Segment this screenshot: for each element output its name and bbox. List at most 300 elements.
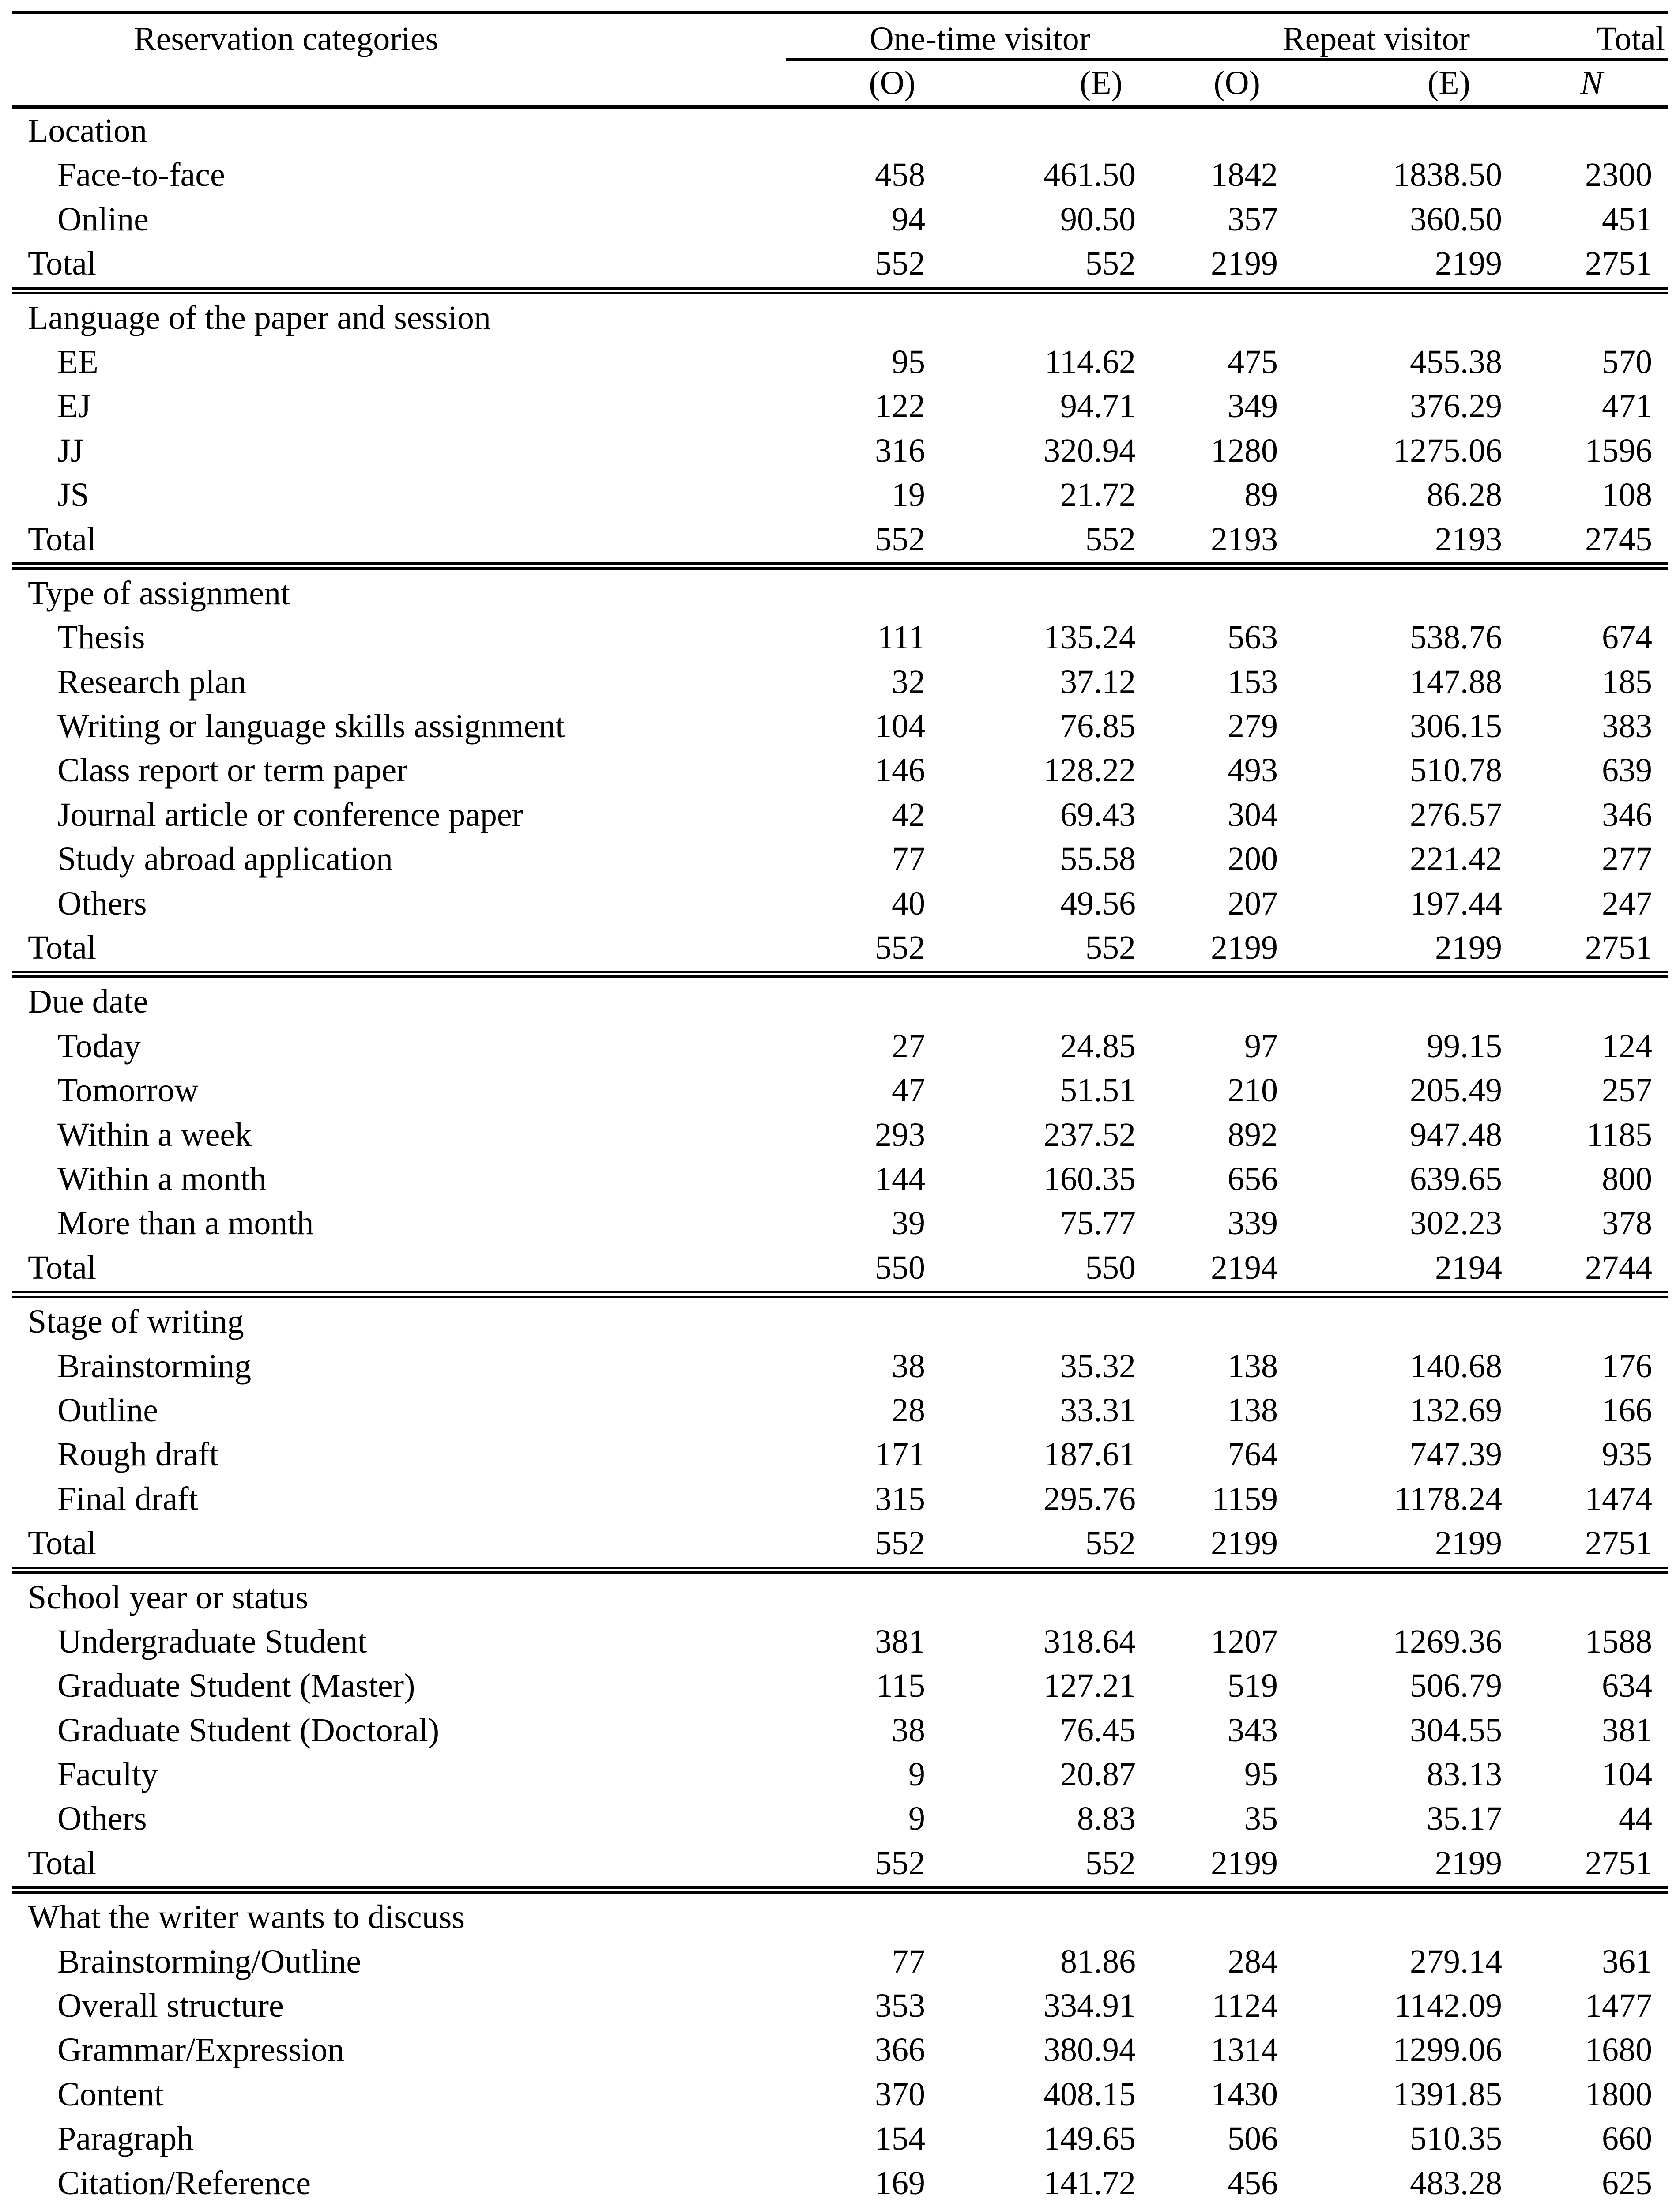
rule-line [12, 1567, 1668, 1569]
cell-one-time-observed: 458 [875, 156, 925, 194]
cell-one-time-expected: 76.85 [1060, 708, 1136, 745]
total-total-n: 2745 [1585, 520, 1652, 558]
cell-total-n: 451 [1602, 200, 1652, 238]
cell-total-n: 471 [1602, 388, 1652, 425]
table-row [12, 704, 1668, 748]
table-row [12, 1477, 1668, 1521]
section-double-rule [12, 970, 1668, 979]
row-label: Others [57, 1800, 147, 1838]
section-title: What the writer wants to discuss [28, 1898, 465, 1936]
section-total-row [12, 241, 1668, 286]
header-one-time-visitor: One-time visitor [869, 20, 1091, 57]
row-label: EJ [57, 388, 91, 425]
total-one-time-expected: 552 [1085, 245, 1136, 282]
table-section [12, 109, 1668, 286]
table-row [12, 1664, 1668, 1708]
cell-total-n: 185 [1602, 663, 1652, 701]
cell-one-time-observed: 47 [892, 1072, 925, 1109]
cell-one-time-observed: 293 [875, 1116, 925, 1153]
row-label: Grammar/Expression [57, 2031, 345, 2069]
rule-line [12, 1571, 1668, 1574]
cell-total-n: 660 [1602, 2120, 1652, 2158]
table-row [12, 197, 1668, 241]
cell-one-time-observed: 9 [908, 1800, 925, 1838]
section-double-rule [12, 1566, 1668, 1575]
cell-one-time-expected: 334.91 [1043, 1987, 1136, 2025]
cell-repeat-observed: 892 [1228, 1116, 1278, 1153]
total-one-time-observed: 550 [875, 1249, 925, 1286]
cell-total-n: 1800 [1585, 2075, 1652, 2113]
cell-total-n: 1474 [1585, 1480, 1652, 1518]
cell-total-n: 1680 [1585, 2031, 1652, 2069]
cell-repeat-observed: 1124 [1212, 1987, 1278, 2025]
row-label: JS [57, 476, 89, 514]
section-double-rule [12, 1290, 1668, 1299]
row-label: Brainstorming [57, 1347, 252, 1385]
table-row [12, 384, 1668, 428]
cell-repeat-observed: 89 [1244, 476, 1278, 514]
table-row [12, 1432, 1668, 1476]
cell-one-time-expected: 114.62 [1044, 343, 1136, 380]
cell-repeat-expected: 483.28 [1410, 2164, 1502, 2202]
cell-repeat-expected: 1142.09 [1394, 1987, 1502, 2025]
table-row [12, 1796, 1668, 1841]
cell-one-time-observed: 39 [892, 1205, 925, 1242]
total-repeat-observed: 2194 [1211, 1249, 1278, 1286]
row-label: Final draft [57, 1480, 198, 1518]
row-label: Writing or language skills assignment [57, 708, 565, 745]
cell-total-n: 378 [1602, 1205, 1652, 1242]
total-one-time-observed: 552 [875, 520, 925, 558]
total-repeat-observed: 2193 [1211, 520, 1278, 558]
contingency-table [12, 11, 1668, 2207]
section-title-row [12, 571, 1668, 615]
cell-one-time-expected: 37.12 [1060, 663, 1136, 701]
cell-one-time-expected: 24.85 [1060, 1027, 1136, 1065]
row-label: Research plan [57, 663, 247, 701]
cell-repeat-observed: 95 [1244, 1756, 1278, 1793]
table-body [12, 109, 1668, 2207]
total-label: Total [28, 1525, 97, 1562]
cell-total-n: 1185 [1586, 1116, 1652, 1153]
total-total-n: 2751 [1585, 929, 1652, 967]
cell-repeat-expected: 510.35 [1410, 2120, 1502, 2158]
section-double-rule [12, 286, 1668, 296]
cell-repeat-observed: 506 [1228, 2120, 1278, 2158]
cell-one-time-expected: 127.21 [1043, 1667, 1136, 1705]
cell-total-n: 257 [1602, 1072, 1652, 1109]
table-row [12, 660, 1668, 704]
total-one-time-observed: 552 [875, 1844, 925, 1882]
rule-line [12, 287, 1668, 290]
row-label: Graduate Student (Master) [57, 1667, 415, 1705]
row-label: Today [57, 1027, 141, 1065]
cell-total-n: 44 [1619, 1800, 1652, 1838]
cell-total-n: 935 [1602, 1436, 1652, 1473]
cell-repeat-expected: 1275.06 [1393, 432, 1502, 469]
subheader-one-time-expected: (E) [1079, 64, 1123, 102]
table-row [12, 1113, 1668, 1157]
section-total-row [12, 926, 1668, 970]
rule-line [12, 971, 1668, 973]
cell-one-time-expected: 149.65 [1043, 2120, 1136, 2158]
cell-one-time-observed: 171 [875, 1436, 925, 1473]
cell-one-time-observed: 95 [892, 343, 925, 380]
cell-one-time-observed: 40 [892, 885, 925, 922]
rule-line [12, 1296, 1668, 1298]
table-row [12, 2072, 1668, 2117]
subheader-one-time-observed: (O) [869, 64, 915, 102]
total-one-time-observed: 552 [875, 929, 925, 967]
cell-repeat-expected: 304.55 [1410, 1711, 1502, 1749]
cell-one-time-expected: 76.45 [1060, 1711, 1136, 1749]
row-label: Citation/Reference [57, 2164, 311, 2202]
cell-total-n: 383 [1602, 708, 1652, 745]
cell-one-time-expected: 461.50 [1043, 156, 1136, 194]
cell-one-time-observed: 77 [892, 1943, 925, 1980]
cell-repeat-expected: 455.38 [1410, 343, 1502, 380]
cell-total-n: 361 [1602, 1943, 1652, 1980]
table-row [12, 1984, 1668, 2028]
cell-repeat-expected: 1838.50 [1393, 156, 1502, 194]
table-row [12, 2028, 1668, 2072]
cell-repeat-observed: 35 [1244, 1800, 1278, 1838]
cell-repeat-observed: 493 [1228, 752, 1278, 789]
total-repeat-observed: 2199 [1211, 1525, 1278, 1562]
cell-repeat-expected: 205.49 [1410, 1072, 1502, 1109]
cell-one-time-expected: 21.72 [1060, 476, 1136, 514]
cell-one-time-expected: 160.35 [1043, 1160, 1136, 1198]
table-row [12, 1344, 1668, 1388]
section-total-row [12, 1246, 1668, 1290]
rule-line [12, 567, 1668, 570]
cell-total-n: 1596 [1585, 432, 1652, 469]
cell-total-n: 1588 [1585, 1623, 1652, 1660]
cell-repeat-observed: 210 [1228, 1072, 1278, 1109]
section-total-row [12, 1521, 1668, 1565]
cell-repeat-expected: 86.28 [1427, 476, 1502, 514]
table-row [12, 837, 1668, 881]
row-label [57, 2205, 147, 2207]
table-section [12, 1895, 1668, 2207]
total-repeat-expected: 2199 [1435, 929, 1502, 967]
table-row [12, 2161, 1668, 2205]
cell-repeat-observed [1101, 2205, 1278, 2207]
subheader-total-n: N [1580, 64, 1603, 102]
cell-repeat-observed: 519 [1228, 1667, 1278, 1705]
cell-repeat-expected: 140.68 [1410, 1347, 1502, 1385]
cell-repeat-expected: 506.79 [1410, 1667, 1502, 1705]
cell-one-time-expected: 49.56 [1060, 885, 1136, 922]
row-label: More than a month [57, 1205, 314, 1242]
table-section [12, 1299, 1668, 1565]
total-repeat-expected: 2193 [1435, 520, 1502, 558]
section-title: Type of assignment [28, 574, 290, 612]
cell-total-n: 634 [1602, 1667, 1652, 1705]
table-subheader-row [12, 61, 1668, 105]
row-label: Undergraduate Student [57, 1623, 367, 1660]
row-label: Others [57, 885, 147, 922]
row-label: Within a week [57, 1116, 252, 1153]
section-title-row [12, 109, 1668, 153]
header-bottom-rule [12, 105, 1668, 109]
cell-total-n: 674 [1602, 619, 1652, 656]
cell-repeat-expected: 276.57 [1410, 796, 1502, 833]
row-label: Online [57, 200, 149, 238]
cell-one-time-expected: 90.50 [1060, 200, 1136, 238]
cell-repeat-expected: 132.69 [1410, 1391, 1502, 1429]
table-row [12, 1752, 1668, 1796]
cell-one-time-expected: 141.72 [1043, 2164, 1136, 2202]
cell-total-n: 1477 [1585, 1987, 1652, 2025]
table-row [12, 473, 1668, 517]
cell-repeat-expected: 1269.36 [1393, 1623, 1502, 1660]
section-title-row [12, 1895, 1668, 1939]
total-label: Total [28, 929, 97, 967]
section-title: Stage of writing [28, 1303, 244, 1341]
cell-repeat-observed: 1430 [1211, 2075, 1278, 2113]
cell-one-time-expected: 75.77 [1060, 1205, 1136, 1242]
cell-total-n: 800 [1602, 1160, 1652, 1198]
cell-one-time-observed: 104 [875, 708, 925, 745]
cell-repeat-observed: 279 [1228, 708, 1278, 745]
cell-one-time-observed: 169 [875, 2164, 925, 2202]
cell-one-time-expected: 380.94 [1043, 2031, 1136, 2069]
cell-repeat-observed: 284 [1228, 1943, 1278, 1980]
row-label: Paragraph [57, 2120, 194, 2158]
table-row [12, 340, 1668, 384]
cell-repeat-expected: 221.42 [1410, 840, 1502, 878]
rule-line [12, 1291, 1668, 1293]
table-row [12, 615, 1668, 659]
section-total-row [12, 1841, 1668, 1885]
cell-repeat-expected: 1391.85 [1393, 2075, 1502, 2113]
row-label: Overall structure [57, 1987, 284, 2025]
cell-repeat-observed: 200 [1228, 840, 1278, 878]
cell-repeat-observed: 1159 [1212, 1480, 1278, 1518]
subheader-repeat-observed: (O) [1213, 64, 1260, 102]
cell-one-time-observed [749, 2205, 925, 2207]
cell-total-n: 124 [1602, 1027, 1652, 1065]
cell-repeat-observed: 456 [1228, 2164, 1278, 2202]
cell-one-time-expected: 33.31 [1060, 1391, 1136, 1429]
row-label: Rough draft [57, 1436, 219, 1473]
total-one-time-observed: 552 [875, 245, 925, 282]
cell-one-time-observed: 111 [877, 619, 925, 656]
cell-one-time-observed: 316 [875, 432, 925, 469]
total-repeat-expected: 2199 [1435, 245, 1502, 282]
cell-one-time-expected: 135.24 [1043, 619, 1136, 656]
table-row [12, 1940, 1668, 1984]
cell-repeat-observed: 563 [1228, 619, 1278, 656]
table-row [12, 1157, 1668, 1201]
table-section [12, 1575, 1668, 1886]
section-title: Due date [28, 983, 148, 1021]
rule-line [12, 1891, 1668, 1894]
cell-repeat-observed: 339 [1228, 1205, 1278, 1242]
total-label: Total [28, 245, 97, 282]
cell-one-time-observed: 94 [892, 200, 925, 238]
total-one-time-expected: 552 [1085, 1844, 1136, 1882]
table-row [12, 1619, 1668, 1664]
cell-one-time-expected: 320.94 [1043, 432, 1136, 469]
cell-repeat-expected: 35.17 [1427, 1800, 1502, 1838]
row-label: Face-to-face [57, 156, 225, 194]
cell-one-time-expected: 55.58 [1060, 840, 1136, 878]
cell-repeat-expected: 947.48 [1410, 1116, 1502, 1153]
cell-one-time-expected: 81.86 [1060, 1943, 1136, 1980]
table-row [12, 1388, 1668, 1432]
cell-repeat-observed: 764 [1228, 1436, 1278, 1473]
header-reservation-categories: Reservation categories [133, 20, 439, 57]
cell-one-time-observed: 19 [892, 476, 925, 514]
total-one-time-observed: 552 [875, 1525, 925, 1562]
cell-repeat-expected: 83.13 [1427, 1756, 1502, 1793]
table-row [12, 1068, 1668, 1112]
cell-total-n: 104 [1602, 1756, 1652, 1793]
cell-repeat-expected: 147.88 [1410, 663, 1502, 701]
cell-repeat-expected: 99.15 [1427, 1027, 1502, 1065]
subheader-repeat-expected: (E) [1427, 64, 1470, 102]
row-label: Within a month [57, 1160, 267, 1198]
cell-repeat-expected: 510.78 [1410, 752, 1502, 789]
rule-line [12, 292, 1668, 294]
cell-one-time-expected: 237.52 [1043, 1116, 1136, 1153]
cell-one-time-observed: 370 [875, 2075, 925, 2113]
cell-repeat-observed: 656 [1228, 1160, 1278, 1198]
total-repeat-expected: 2199 [1435, 1525, 1502, 1562]
row-label: Faculty [57, 1756, 158, 1793]
cell-repeat-expected: 197.44 [1410, 885, 1502, 922]
cell-one-time-expected: 408.15 [1043, 2075, 1136, 2113]
cell-repeat-observed: 138 [1228, 1347, 1278, 1385]
table-header-row [12, 14, 1668, 61]
row-label: Study abroad application [57, 840, 393, 878]
cell-repeat-observed: 475 [1228, 343, 1278, 380]
table-row [12, 881, 1668, 926]
cell-total-n: 570 [1602, 343, 1652, 380]
cell-one-time-observed: 28 [892, 1391, 925, 1429]
cell-repeat-expected: 1299.06 [1393, 2031, 1502, 2069]
rule-line [12, 1886, 1668, 1889]
cell-repeat-observed: 1314 [1211, 2031, 1278, 2069]
header-total: Total [1596, 20, 1665, 57]
cell-one-time-observed: 38 [892, 1711, 925, 1749]
total-label: Total [28, 520, 97, 558]
section-double-rule [12, 561, 1668, 571]
cell-repeat-observed: 343 [1228, 1711, 1278, 1749]
cell-repeat-expected: 747.39 [1410, 1436, 1502, 1473]
cell-one-time-observed: 9 [908, 1756, 925, 1793]
cell-one-time-expected: 8.83 [1077, 1800, 1136, 1838]
cell-one-time-observed: 154 [875, 2120, 925, 2158]
cell-one-time-expected: 295.76 [1043, 1480, 1136, 1518]
cell-total-n: 639 [1602, 752, 1652, 789]
cell-repeat-observed: 153 [1228, 663, 1278, 701]
cell-one-time-observed: 146 [875, 752, 925, 789]
section-title: Language of the paper and session [28, 299, 491, 336]
cell-repeat-observed: 357 [1228, 200, 1278, 238]
total-repeat-observed: 2199 [1211, 245, 1278, 282]
cell-repeat-expected: 1178.24 [1394, 1480, 1502, 1518]
total-total-n: 2751 [1585, 1525, 1652, 1562]
table-section [12, 571, 1668, 970]
row-label: Graduate Student (Doctoral) [57, 1711, 440, 1749]
total-label: Total [28, 1844, 97, 1882]
total-repeat-expected: 2194 [1435, 1249, 1502, 1286]
total-repeat-observed: 2199 [1211, 1844, 1278, 1882]
total-total-n: 2744 [1585, 1249, 1652, 1286]
section-title-row [12, 1299, 1668, 1344]
cell-one-time-expected: 128.22 [1043, 752, 1136, 789]
table-section [12, 296, 1668, 561]
cell-one-time-observed: 122 [875, 388, 925, 425]
total-one-time-expected: 552 [1085, 520, 1136, 558]
cell-one-time-expected: 20.87 [1060, 1756, 1136, 1793]
cell-repeat-expected: 639.65 [1410, 1160, 1502, 1198]
section-title-row [12, 979, 1668, 1024]
cell-one-time-expected: 69.43 [1060, 796, 1136, 833]
cell-one-time-observed: 77 [892, 840, 925, 878]
cell-one-time-expected: 318.64 [1043, 1623, 1136, 1660]
cell-repeat-observed: 349 [1228, 388, 1278, 425]
cell-repeat-expected: 306.15 [1410, 708, 1502, 745]
cell-one-time-observed: 353 [875, 1987, 925, 2025]
row-label: Tomorrow [57, 1072, 199, 1109]
table-row [12, 2205, 1668, 2207]
row-label: Journal article or conference paper [57, 796, 523, 833]
cell-repeat-expected: 360.50 [1410, 200, 1502, 238]
cell-total-n: 625 [1602, 2164, 1652, 2202]
cell-repeat-observed: 304 [1228, 796, 1278, 833]
table-top-rule [12, 11, 1668, 14]
cell-repeat-expected: 279.14 [1410, 1943, 1502, 1980]
row-label: Class report or term paper [57, 752, 408, 789]
cell-one-time-observed: 27 [892, 1027, 925, 1065]
cell-repeat-expected: 538.76 [1410, 619, 1502, 656]
cell-one-time-expected: 51.51 [1060, 1072, 1136, 1109]
cell-one-time-observed: 38 [892, 1347, 925, 1385]
total-label: Total [28, 1249, 97, 1286]
section-title: Location [28, 112, 147, 149]
cell-repeat-expected: 302.23 [1410, 1205, 1502, 1242]
cell-total-n: 166 [1602, 1391, 1652, 1429]
row-label: Brainstorming/Outline [57, 1943, 362, 1980]
section-title-row [12, 296, 1668, 340]
table-row [12, 153, 1668, 197]
cell-total-n: 277 [1602, 840, 1652, 878]
table-section [12, 979, 1668, 1290]
row-label: Outline [57, 1391, 158, 1429]
cell-total-n: 176 [1602, 1347, 1652, 1385]
table-row [12, 1024, 1668, 1068]
total-total-n: 2751 [1585, 245, 1652, 282]
cell-one-time-observed: 42 [892, 796, 925, 833]
cell-repeat-observed: 138 [1228, 1391, 1278, 1429]
total-one-time-expected: 552 [1085, 929, 1136, 967]
total-one-time-expected: 552 [1085, 1525, 1136, 1562]
header-repeat-visitor: Repeat visitor [1282, 20, 1470, 57]
row-label: EE [57, 343, 98, 380]
table-row [12, 429, 1668, 473]
cell-repeat-observed: 97 [1244, 1027, 1278, 1065]
row-label: JJ [57, 432, 84, 469]
row-label: Content [57, 2075, 164, 2113]
cell-total-n [1476, 2205, 1652, 2207]
cell-total-n: 346 [1602, 796, 1652, 833]
total-one-time-expected: 550 [1085, 1249, 1136, 1286]
cell-one-time-observed: 32 [892, 663, 925, 701]
